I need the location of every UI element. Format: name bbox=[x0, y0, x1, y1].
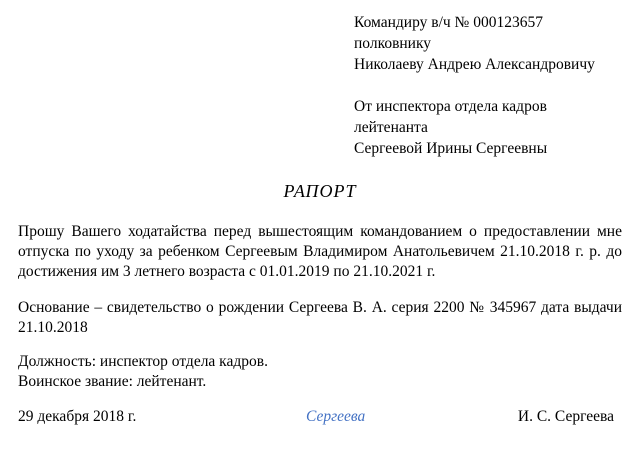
position-line: Должность: инспектор отдела кадров. bbox=[18, 353, 268, 370]
signature-date: 29 декабря 2018 г. bbox=[18, 408, 137, 425]
addressee-unit-line: Командиру в/ч № 000123657 bbox=[354, 14, 543, 31]
addressee-block bbox=[354, 12, 595, 159]
sender-rank-line: лейтенанта bbox=[354, 119, 428, 136]
addressee-rank-line: полковнику bbox=[354, 35, 432, 52]
position-rank-block bbox=[18, 352, 622, 392]
document-title: РАПОРТ bbox=[283, 181, 357, 201]
signatory-name: И. С. Сергеева bbox=[517, 408, 614, 425]
sender-position-line: От инспектора отдела кадров bbox=[354, 98, 547, 115]
addressee-spacer bbox=[354, 75, 595, 96]
addressee-name-line: Николаеву Андрею Александровичу bbox=[354, 56, 595, 73]
basis-paragraph: Основание – свидетельство о рождении Сергеева В. А. серия 2200 № 345967 дата выдачи 21.10.2018 bbox=[18, 299, 622, 336]
rank-line: Воинское звание: лейтенант. bbox=[18, 373, 207, 390]
handwritten-signature: Сергеева bbox=[306, 408, 366, 425]
sender-name-line: Сергеевой Ирины Сергеевны bbox=[354, 140, 548, 157]
signature-row bbox=[18, 408, 622, 430]
request-paragraph: Прошу Вашего ходатайства перед вышестоящим командованием о предоставлении мне отпуска по уходу за ребенком Сергеевым Владимиром Анатольевичем 21.10.2018 г. р. до достижения им 3 летнего возраста с 01.01.2019 по 21.10.2021 г. bbox=[18, 223, 622, 280]
